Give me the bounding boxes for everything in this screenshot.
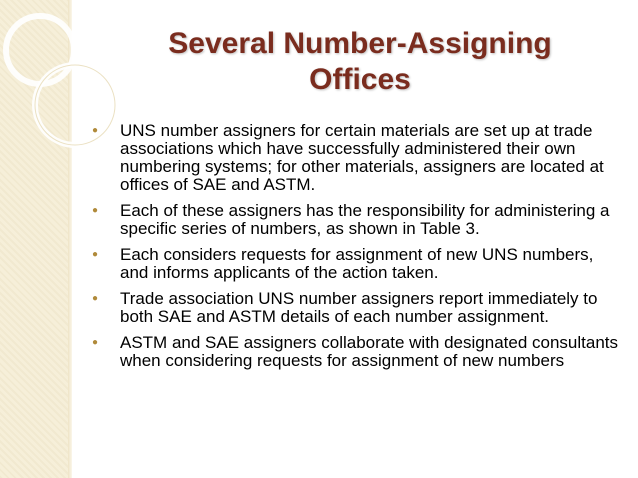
bullet-text: Each considers requests for assignment of new UNS numbers, and informs applicants of the action taken.: [120, 245, 594, 282]
bullet-item: [92, 122, 622, 194]
bullet-item: [92, 334, 622, 370]
title-line-2: Offices: [309, 63, 411, 96]
bullet-dot-icon: ●: [92, 293, 99, 304]
bullet-dot-icon: ●: [92, 337, 99, 348]
slide-title: [110, 26, 610, 98]
bullet-item: [92, 246, 622, 282]
deco-circle-top: [6, 16, 74, 84]
bullet-text: Trade association UNS number assigners report immediately to both SAE and ASTM details of each number assignment.: [120, 289, 598, 326]
bullet-item: [92, 290, 622, 326]
title-line-1: Several Number-Assigning: [168, 27, 552, 60]
bullet-text: ASTM and SAE assigners collaborate with designated consultants when considering requests for assignment of new numbers: [120, 333, 618, 370]
bullet-item: [92, 202, 622, 238]
bullet-dot-icon: ●: [92, 205, 99, 216]
bullet-text: UNS number assigners for certain materials are set up at trade associations which have successfully administered their own numbering systems; for other materials, assigners are located at offices of SAE and ASTM.: [120, 121, 604, 194]
bullet-dot-icon: ●: [92, 125, 99, 136]
bullet-text: Each of these assigners has the responsibility for administering a specific series of numbers, as shown in Table 3.: [120, 201, 610, 238]
bullet-list: [92, 122, 622, 378]
bullet-dot-icon: ●: [92, 249, 99, 260]
